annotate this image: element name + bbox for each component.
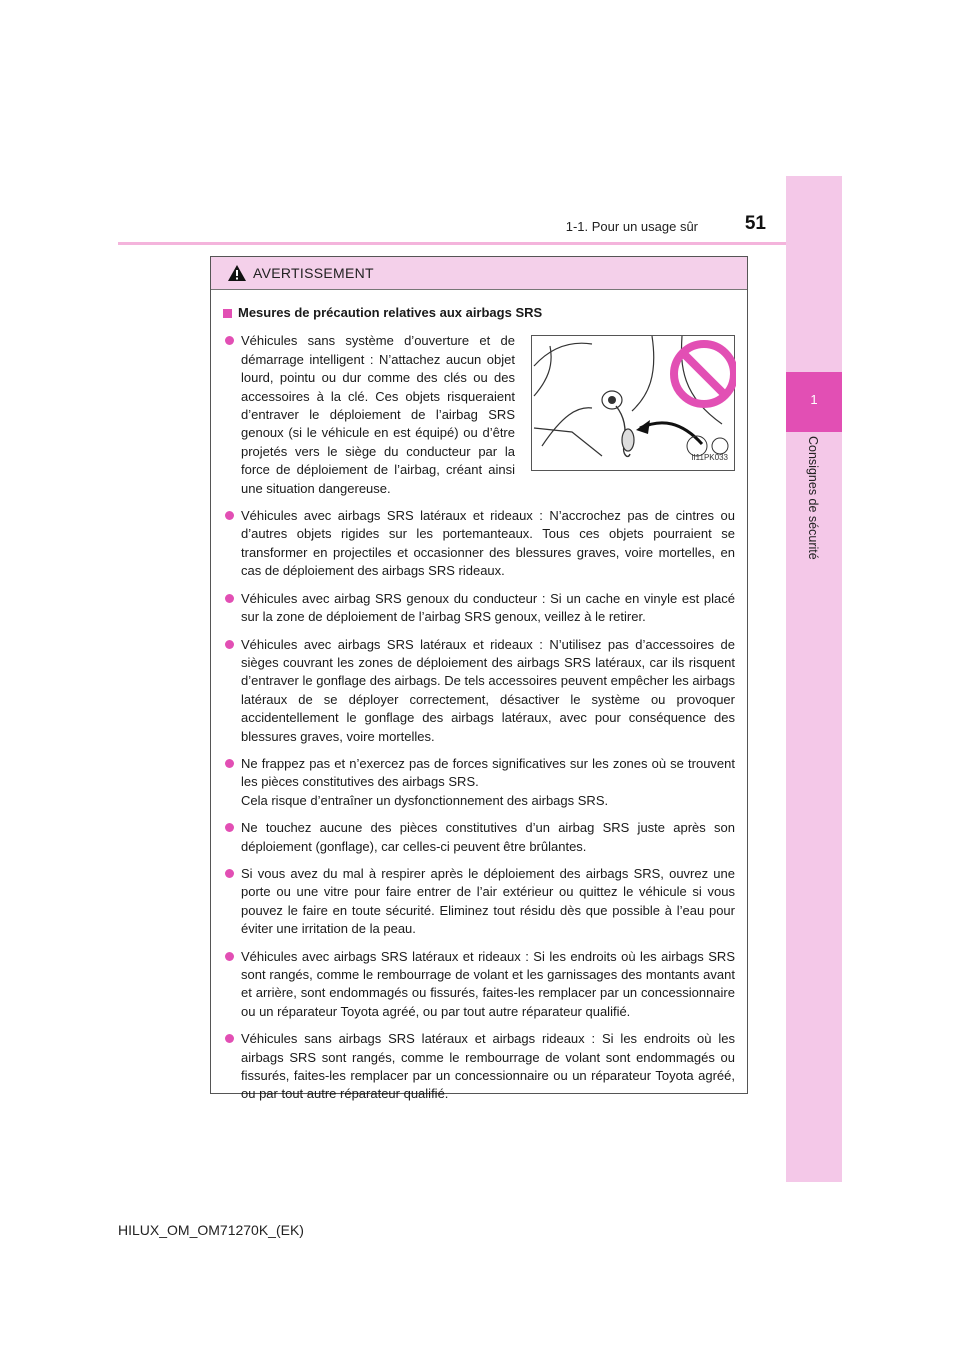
- chapter-title-wrap: [786, 436, 842, 586]
- warning-box: [210, 256, 748, 1102]
- bullet-dot-icon: [225, 640, 234, 649]
- warning-header: [211, 257, 747, 290]
- list-item: Véhicules avec airbags SRS latéraux et rideaux : N’utilisez pas d’accessoires de sièges couvrant les zones de déploiement des airbags SRS latéraux, car ils risquent d’entraver le gonflage des airbags. De tels accessoires peuvent empêcher les airbags latéraux de se déployer correctement, désactiver le système ou provoquer accidentellement le gonflage des airbags latéraux, avec pour conséquence des blessures graves, voire mortelles.: [223, 636, 735, 746]
- list-item: Si vous avez du mal à respirer après le déploiement des airbags SRS, ouvrez une porte ou une vitre pour faire entrer de l’air extérieur ou quittez le véhicule si vous pouvez le faire en toute sécurité. Eliminez tout résidu dès que possible à l’eau pour éviter une irritation de la peau.: [223, 865, 735, 939]
- chapter-sidebar: [786, 176, 842, 1182]
- list-item: Véhicules sans airbags SRS latéraux et airbags rideaux : Si les endroits où les airbags SRS sont rangés, comme le rembourrage de volant sont endommagés ou fissurés, faites-les remplacer par un concessionnaire ou un réparateur Toyota agréé, ou par tout autre réparateur qualifié.: [223, 1030, 735, 1104]
- bullet-dot-icon: [225, 336, 234, 345]
- list-item: Véhicules avec airbag SRS genoux du conducteur : Si un cache en vinyle est placé sur la zone de déploiement de l’airbag SRS genoux, veillez à le retirer.: [223, 590, 735, 627]
- square-bullet-icon: [223, 309, 232, 318]
- list-item: Véhicules sans système d’ouverture et de démarrage intelligent : N’attachez aucun objet lourd, pointu ou dur comme des clés ou des accessoires à la clé. Ces objets risqueraient d’entraver le déploiement de l’airbag SRS genoux (si le véhicule en est équipé) ou d’être projetés vers le siège du conducteur par la force de déploiement de l’airbag, créant ainsi une situation dangereuse.: [223, 332, 515, 498]
- key-illustration: [531, 335, 735, 471]
- bullet-dot-icon: [225, 511, 234, 520]
- list-item: Ne frappez pas et n’exercez pas de forces significatives sur les zones où se trouvent les pièces constitutives des airbags SRS. Cela risque d’entraîner un dysfonctionnement des airbags SRS.: [223, 755, 735, 810]
- section-label: 1-1. Pour un usage sûr: [565, 219, 698, 234]
- page-number: 51: [744, 213, 766, 234]
- warning-body: [211, 290, 747, 1104]
- header-rule: [118, 242, 786, 245]
- bullet-dot-icon: [225, 594, 234, 603]
- illustration-code: II11PK033: [691, 453, 728, 462]
- document-code: HILUX_OM_OM71270K_(EK): [118, 1222, 304, 1238]
- list-item: Véhicules avec airbags SRS latéraux et rideaux : N’accrochez pas de cintres ou d’autres objets rigides sur les portemanteaux. Tous ces objets pourraient se transformer en projectiles et occasionner des blessures graves, voire mortelles, en cas de déploiement des airbags SRS rideaux.: [223, 507, 735, 581]
- chapter-title: Consignes de sécurité: [806, 436, 820, 560]
- list-item: Véhicules avec airbags SRS latéraux et rideaux : Si les endroits où les airbags SRS sont rangés, comme le rembourrage de volant et les garnissages des montants avant et arrière, sont endommagés ou fissurés, faites-les remplacer par un concessionnaire ou un réparateur Toyota agréé, ou par tout autre réparateur qualifié.: [223, 948, 735, 1022]
- first-item-row: [223, 332, 735, 498]
- warning-title: AVERTISSEMENT: [253, 265, 374, 281]
- bullet-dot-icon: [225, 759, 234, 768]
- bullet-dot-icon: [225, 869, 234, 878]
- chapter-number: 1: [810, 392, 818, 407]
- bullet-dot-icon: [225, 823, 234, 832]
- list-item: Ne touchez aucune des pièces constitutives d’un airbag SRS juste après son déploiement (gonflage), car celles-ci peuvent être brûlantes.: [223, 819, 735, 856]
- bullet-dot-icon: [225, 952, 234, 961]
- subsection-heading-text: Mesures de précaution relatives aux airbags SRS: [238, 305, 543, 320]
- subsection-heading: [223, 304, 735, 322]
- warning-triangle-icon: [227, 264, 247, 282]
- bullet-dot-icon: [225, 1034, 234, 1043]
